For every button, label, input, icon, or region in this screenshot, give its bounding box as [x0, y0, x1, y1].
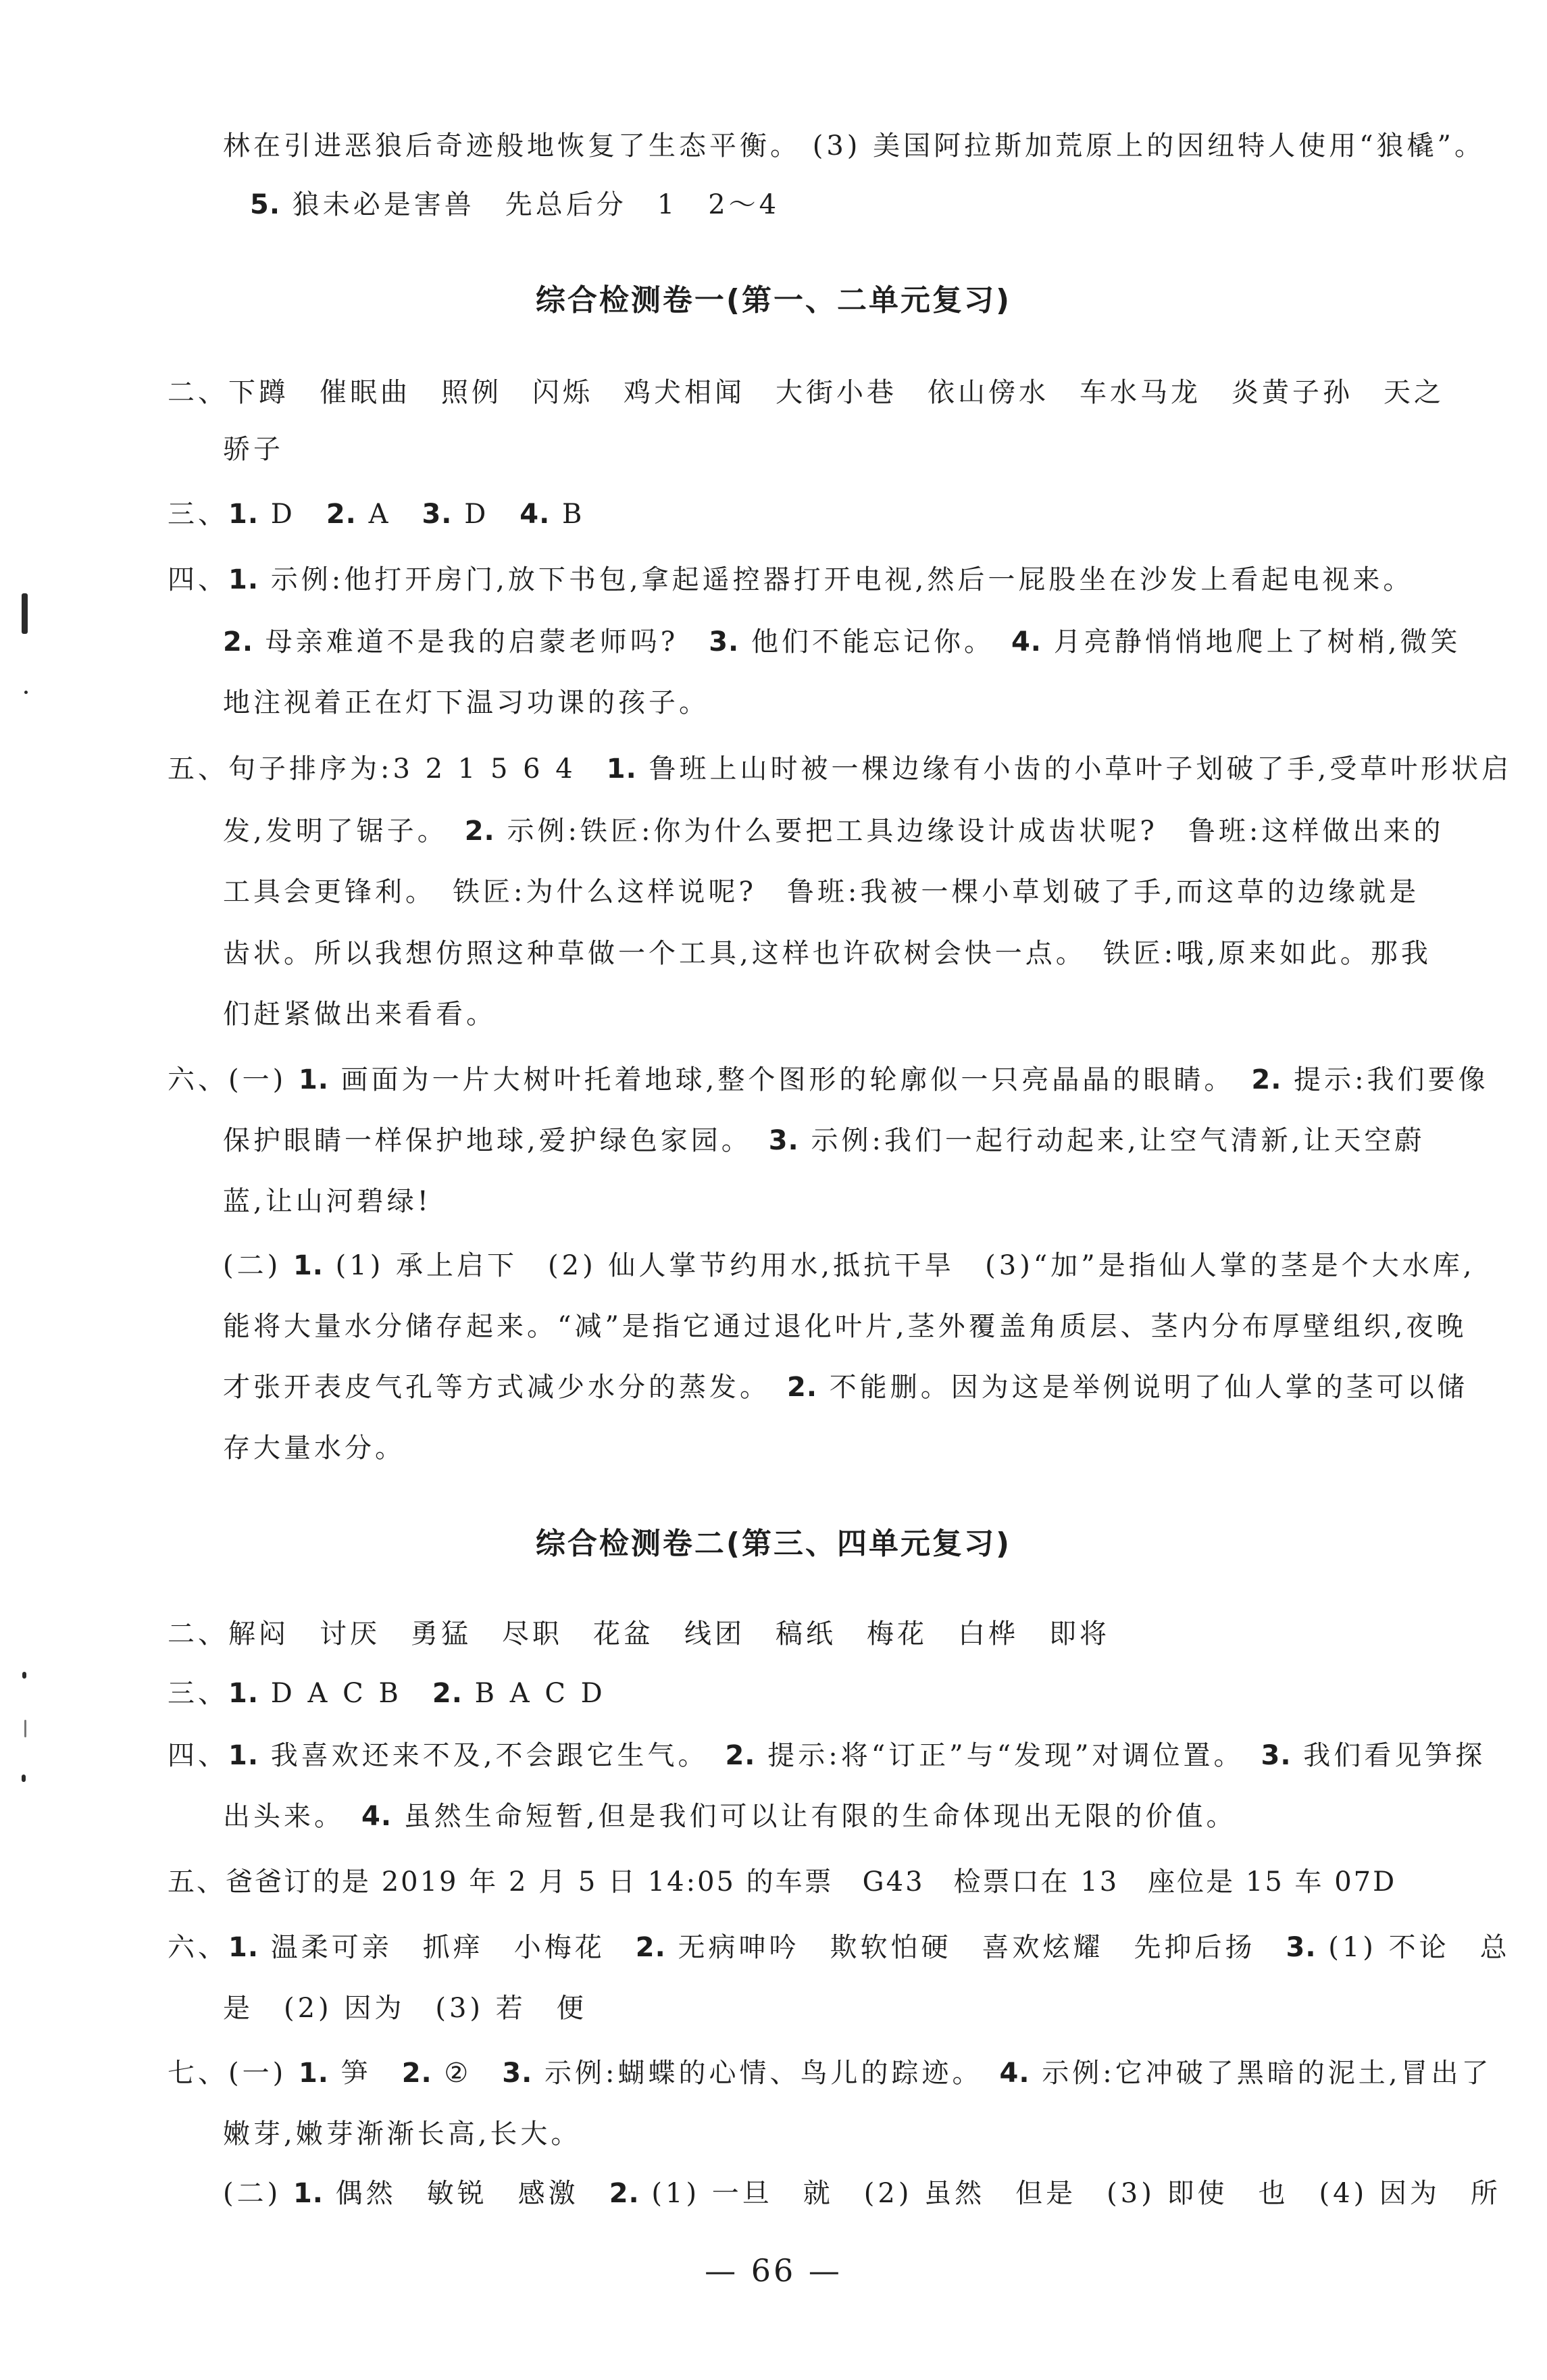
answer-text: 提示:将“订正”与“发现”对调位置。 [755, 1740, 1261, 1771]
text-line: 二、解闷 讨厌 勇猛 尽职 花盆 线团 稿纸 梅花 白桦 即将 [168, 1618, 1110, 1650]
answer-row [168, 561, 1413, 599]
question-number: 1. [228, 499, 259, 530]
answer-text: 偶然 敏锐 感激 [323, 2178, 609, 2209]
text-line: 二、下蹲 催眠曲 照例 闪烁 鸡犬相闻 大街小巷 依山傍水 车水马龙 炎黄子孙 天之 [168, 377, 1444, 408]
question-number: 1. [228, 1678, 259, 1709]
answer-text: B [550, 499, 586, 530]
answer-text: 温柔可亲 抓痒 小梅花 [259, 1932, 636, 1963]
text-line: 五、爸爸订的是 2019 年 2 月 5 日 14:05 的车票 G43 检票口在 13 座位是 15 车 07D [168, 1866, 1397, 1898]
scan-artifact [22, 593, 28, 634]
question-number: 1. [298, 2058, 329, 2089]
question-number: 3. [1286, 1932, 1317, 1963]
answer-q5 [250, 186, 780, 224]
question-number: 2. [432, 1678, 463, 1709]
answer-text: 示例:他打开房门,放下书包,拿起遥控器打开电视,然后一屁股坐在沙发上看起电视来。 [259, 564, 1414, 595]
answer-text: 他们不能忘记你。 [739, 626, 1011, 658]
answer-text: 提示:我们要像 [1282, 1064, 1489, 1095]
section-label: 六、(一) [168, 1064, 299, 1095]
question-number: 3. [709, 626, 740, 658]
answer-text: 不能删。因为这是举例说明了仙人掌的茎可以储 [817, 1372, 1468, 1403]
section-label: (二) [223, 1250, 293, 1281]
text-line: 蓝,让山河碧绿! [223, 1186, 432, 1217]
answer-text: 示例:我们一起行动起来,让空气清新,让天空蔚 [798, 1125, 1425, 1156]
answer-text: 示例:蝴蝶的心情、鸟儿的踪迹。 [532, 2058, 1000, 2089]
answer-row [168, 2054, 1492, 2092]
question-number: 1. [606, 753, 637, 785]
question-number: 3. [1261, 1740, 1292, 1771]
text-line: 们赶紧做出来看看。 [223, 999, 497, 1030]
question-number: 5. [250, 189, 281, 220]
answer-text: (1) 不论 总 [1316, 1932, 1511, 1963]
answer-text: 才张开表皮气孔等方式减少水分的蒸发。 [223, 1372, 787, 1403]
question-number: 4. [1011, 626, 1042, 658]
section-label: 五、句子排序为:3 2 1 5 6 4 [168, 753, 607, 785]
section-label: 三、 [168, 1678, 228, 1709]
question-number: 3. [502, 2058, 533, 2089]
answer-text: (1) 一旦 就 (2) 虽然 但是 (3) 即使 也 (4) 因为 所 [639, 2178, 1501, 2209]
scan-artifact [24, 691, 28, 694]
question-number: 2. [1251, 1064, 1282, 1095]
section-label: 四、 [168, 1740, 228, 1771]
answer-row [168, 750, 1512, 788]
text-line: 骄子 [223, 434, 284, 465]
answer-text: 发,发明了锯子。 [223, 816, 465, 847]
question-number: 3. [768, 1125, 799, 1156]
answer-text: 无病呻吟 欺软怕硬 喜欢炫耀 先抑后扬 [665, 1932, 1286, 1963]
page-number: — 66 — [705, 2252, 842, 2289]
answer-row [223, 1122, 1425, 1160]
text-line: 工具会更锋利。 铁匠:为什么这样说呢? 鲁班:我被一棵小草划破了手,而这草的边缘就是 [223, 876, 1420, 908]
answer-row [168, 1737, 1486, 1775]
answer-row [223, 623, 1461, 661]
answer-row [223, 1368, 1468, 1406]
answer-row [168, 1675, 606, 1712]
answer-text: D [452, 499, 520, 530]
answer-text: 示例:铁匠:你为什么要把工具边缘设计成齿状呢? 鲁班:这样做出来的 [494, 816, 1444, 847]
answer-row [168, 495, 585, 533]
section-label: 四、 [168, 564, 228, 595]
answer-text: 我喜欢还来不及,不会跟它生气。 [259, 1740, 726, 1771]
answer-text: A [356, 499, 422, 530]
answer-row [168, 1061, 1489, 1099]
text-line: 能将大量水分储存起来。“减”是指它通过退化叶片,茎外覆盖角质层、茎内分布厚壁组织,夜晚 [223, 1311, 1467, 1342]
text-line: 存大量水分。 [223, 1433, 405, 1464]
answer-text: 母亲难道不是我的启蒙老师吗? [253, 626, 709, 658]
answer-row [223, 2175, 1501, 2212]
question-number: 2. [464, 816, 495, 847]
answer-text: 示例:它冲破了黑暗的泥土,冒出了 [1030, 2058, 1492, 2089]
question-number: 4. [519, 499, 551, 530]
answer-text: 我们看见笋探 [1291, 1740, 1486, 1771]
answer-text: 出头来。 [223, 1801, 361, 1832]
question-number: 2. [223, 626, 254, 658]
answer-text: ② [432, 2058, 503, 2089]
answer-row [223, 1247, 1475, 1285]
text-line: 齿状。所以我想仿照这种草做一个工具,这样也许砍树会快一点。 铁匠:哦,原来如此。那我 [223, 938, 1431, 969]
answer-row [223, 812, 1444, 850]
text-line: 林在引进恶狼后奇迹般地恢复了生态平衡。 (3) 美国阿拉斯加荒原上的因纽特人使用“狼橇”。 [223, 130, 1485, 162]
question-number: 1. [228, 564, 259, 595]
scan-artifact [24, 1720, 26, 1737]
answer-text: D A C B [259, 1678, 432, 1709]
answer-text: 鲁班上山时被一棵边缘有小齿的小草叶子划破了手,受草叶形状启 [636, 753, 1513, 785]
question-number: 1. [293, 2178, 324, 2209]
section-label: 三、 [168, 499, 228, 530]
answer-row [223, 1798, 1236, 1835]
section-title: 综合检测卷二(第三、四单元复习) [535, 1527, 1012, 1561]
question-number: 2. [787, 1372, 818, 1403]
section-label: 六、 [168, 1932, 228, 1963]
question-number: 4. [999, 2058, 1030, 2089]
answer-text: 虽然生命短暂,但是我们可以让有限的生命体现出无限的价值。 [392, 1801, 1237, 1832]
question-number: 2. [725, 1740, 756, 1771]
answer-text: D [259, 499, 326, 530]
text-line: 嫩芽,嫩芽渐渐长高,长大。 [223, 2118, 582, 2150]
answer-text: 画面为一片大树叶托着地球,整个图形的轮廓似一只亮晶晶的眼睛。 [328, 1064, 1252, 1095]
question-number: 2. [635, 1932, 666, 1963]
answer-text: 保护眼睛一样保护地球,爱护绿色家园。 [223, 1125, 769, 1156]
question-number: 1. [293, 1250, 324, 1281]
text-line: 是 (2) 因为 (3) 若 便 [223, 1993, 587, 2024]
question-number: 2. [609, 2178, 640, 2209]
question-number: 4. [361, 1801, 392, 1832]
scan-artifact [22, 1672, 26, 1679]
scan-artifact [22, 1775, 26, 1782]
answer-text: 月亮静悄悄地爬上了树梢,微笑 [1041, 626, 1461, 658]
question-number: 1. [228, 1932, 259, 1963]
question-number: 2. [401, 2058, 432, 2089]
section-label: 七、(一) [168, 2058, 299, 2089]
answer-row [168, 1929, 1511, 1966]
question-number: 3. [422, 499, 453, 530]
section-label: (二) [223, 2178, 293, 2209]
answer-text: (1) 承上启下 (2) 仙人掌节约用水,抵抗干旱 (3)“加”是指仙人掌的茎是个大水库, [323, 1250, 1475, 1281]
question-number: 1. [298, 1064, 329, 1095]
section-title: 综合检测卷一(第一、二单元复习) [535, 283, 1012, 318]
answer-text: 狼未必是害兽 先总后分 1 2～4 [280, 189, 780, 220]
answer-text: B A C D [462, 1678, 606, 1709]
question-number: 2. [326, 499, 357, 530]
answer-text: 笋 [328, 2058, 402, 2089]
question-number: 1. [228, 1740, 259, 1771]
text-line: 地注视着正在灯下温习功课的孩子。 [223, 687, 709, 718]
